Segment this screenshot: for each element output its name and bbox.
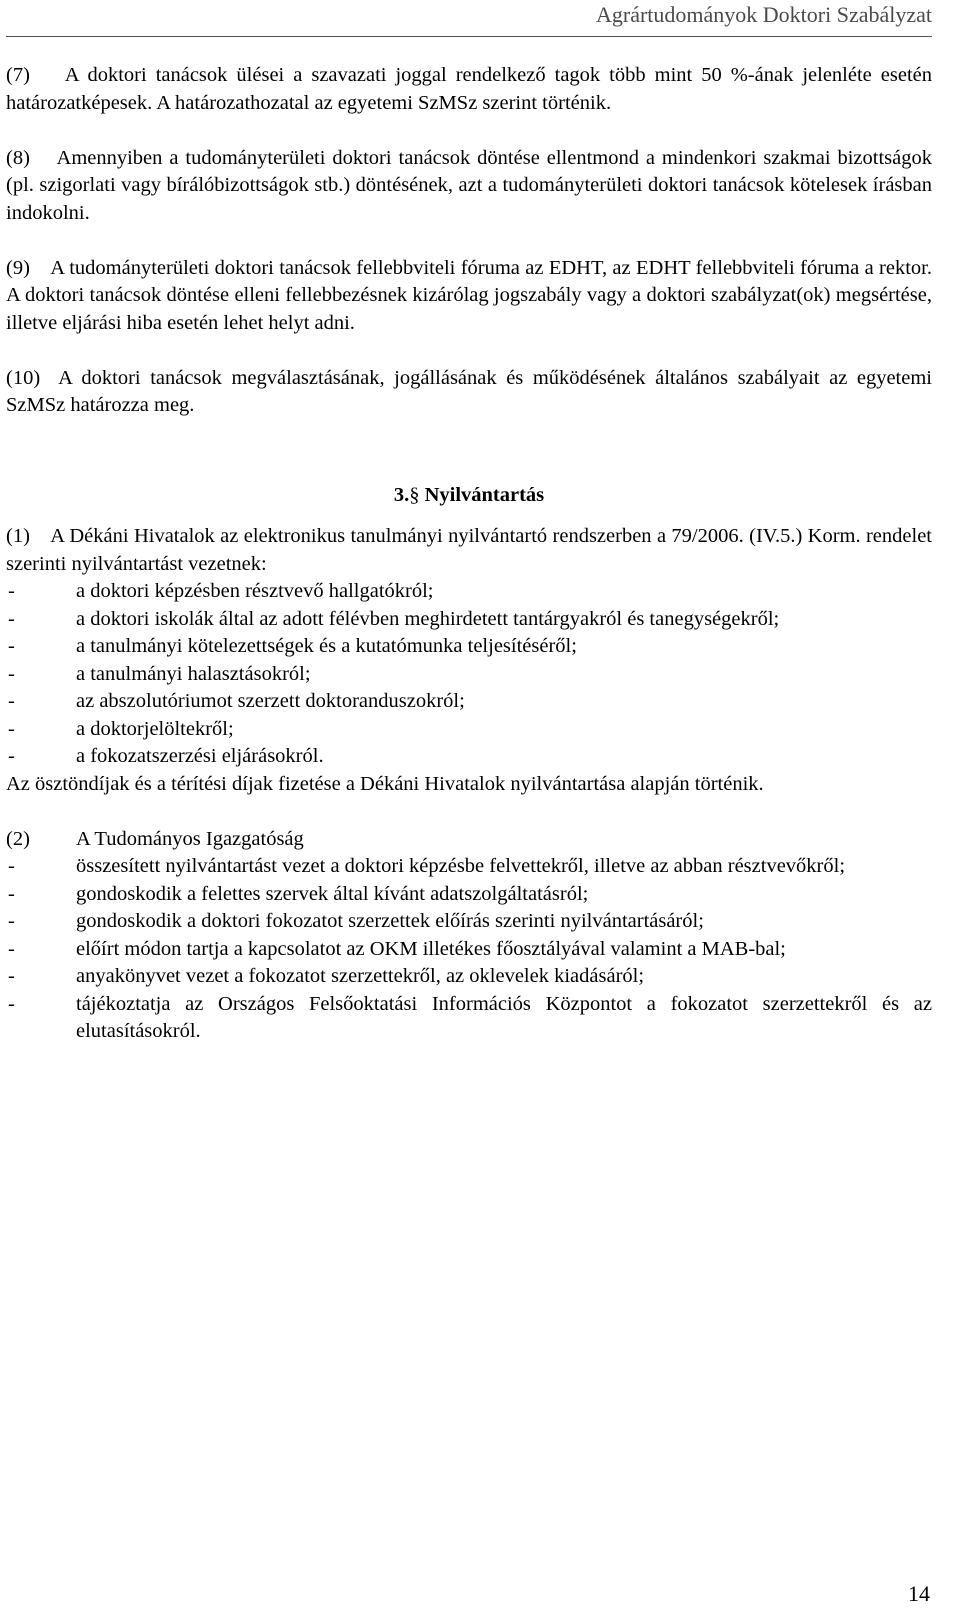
section-number: 3. — [393, 483, 410, 506]
section-2-number: (2) — [6, 827, 30, 850]
page-number: 14 — [908, 1581, 930, 1606]
section-2-list — [6, 853, 932, 1046]
list-item: - gondoskodik a doktori fokozatot szerzettek előírás szerinti nyilvántartásáról; — [8, 910, 704, 932]
list-item: - tájékoztatja az Országos Felsőoktatási Információs Központot a fokozatot szerzettekről és az elutasításokról. — [8, 992, 932, 1042]
section-2-title: A Tudományos Igazgatóság — [76, 827, 304, 850]
list-item: - az abszolutóriumot szerzett doktoranduszokról; — [8, 690, 465, 712]
section-1-intro: (1) A Dékáni Hivatalok az elektronikus tanulmányi nyilvántartó rendszerben a 79/2006. (IV.5.) Korm. rendelet szerinti nyilvántartást vezetnek: — [6, 525, 938, 575]
header-rule — [6, 36, 932, 37]
list-item: - a tanulmányi halasztásokról; — [8, 662, 311, 685]
list-item: - a doktori képzésben résztvevő hallgatókról; — [8, 580, 434, 602]
list-item: - gondoskodik a felettes szervek által kívánt adatszolgáltatásról; — [8, 882, 589, 905]
list-item: - a fokozatszerzési eljárásokról. — [8, 745, 324, 767]
section-1-list — [6, 578, 932, 771]
running-header: Agrártudományok Doktori Szabályzat — [595, 2, 932, 27]
list-item: - anyakönyvet vezet a fokozatot szerzettekről, az oklevelek kiadásáról; — [8, 965, 645, 987]
list-item: - a doktorjelöltekről; — [8, 717, 234, 740]
paragraph-10: (10) A doktori tanácsok megválasztásának, jogállásának és működésének általános szabályait az egyetemi SzMSz határozza meg. — [6, 366, 938, 416]
section-2-intro — [6, 826, 932, 854]
list-item: - a tanulmányi kötelezettségek és a kutatómunka teljesítéséről; — [8, 635, 577, 657]
paragraph-7: (7) A doktori tanácsok ülései a szavazati joggal rendelkező tagok több mint 50 %-ának jelenléte esetén határozatképesek. A határozathozatal az egyetemi SzMSz szerint történik. — [6, 64, 938, 114]
list-item: - összesített nyilvántartást vezet a doktori képzésbe felvettekről, illetve az abban résztvevőkről; — [8, 855, 846, 877]
document-body — [6, 62, 938, 1046]
paragraph-9: (9) A tudományterületi doktori tanácsok fellebbviteli fóruma az EDHT, az EDHT fellebbviteli fóruma a rektor. A doktori tanácsok döntése elleni fellebbezésnek kizárólag jogszabály vagy a doktori szabályzat(ok) megsértése, illetve eljárási hiba esetén lehet helyt adni. — [6, 256, 938, 334]
list-item: - a doktori iskolák által az adott félévben meghirdetett tantárgyakról és tanegységekről; — [8, 607, 780, 630]
section-sign-icon: § — [409, 483, 420, 506]
list-item: - előírt módon tartja a kapcsolatot az OKM illetékes főosztályával valamint a MAB-bal; — [8, 937, 786, 960]
section-title: Nyilvántartás — [424, 483, 545, 506]
paragraph-8: (8) Amennyiben a tudományterületi doktori tanácsok döntése ellentmond a mindenkori szakmai bizottságok (pl. szigorlati vagy bírálóbizottságok stb.) döntésének, azt a tudományterületi doktori tanácsok kötelesek írásban indokolni. — [6, 146, 938, 224]
section-1-closing: Az ösztöndíjak és a térítési díjak fizetése a Dékáni Hivatalok nyilvántartása alapján történik. — [6, 772, 764, 795]
section-heading — [6, 482, 932, 510]
